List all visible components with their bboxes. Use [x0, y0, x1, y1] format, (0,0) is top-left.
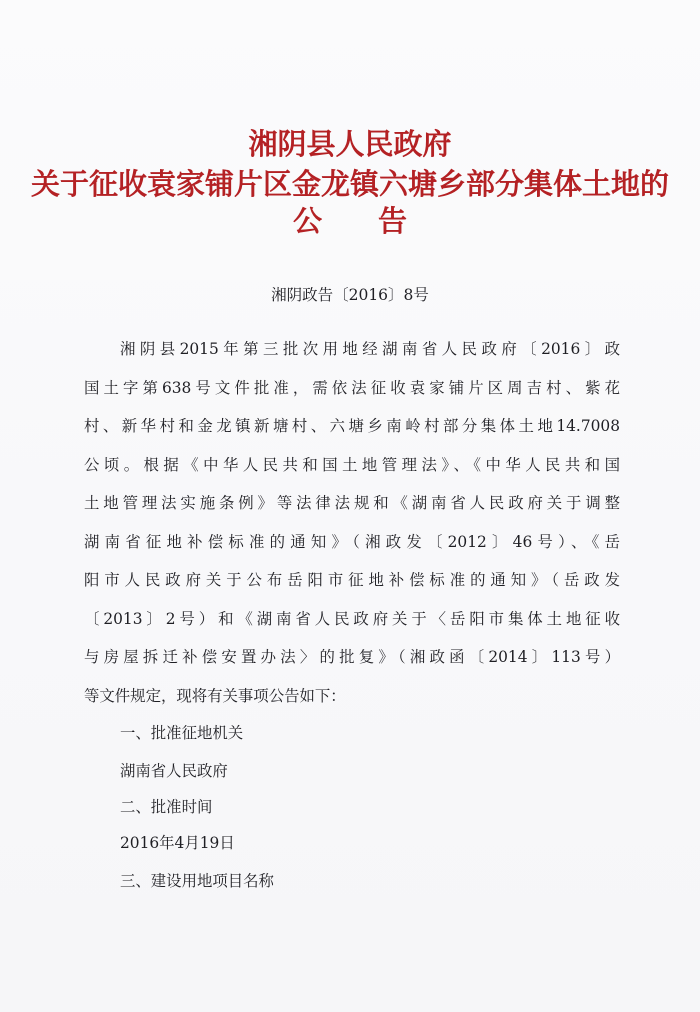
section-heading-project-name: 三、建设用地项目名称: [120, 872, 274, 890]
body-line: 湘阴县2015年第三批次用地经湖南省人民政府〔2016〕政: [120, 340, 620, 358]
body-line: 等文件规定，现将有关事项公告如下：: [84, 686, 346, 705]
body-line: 土地管理法实施条例》等法律法规和《湖南省人民政府关于调整: [84, 494, 620, 512]
body-line: 村、新华村和金龙镇新塘村、六塘乡南岭村部分集体土地14.7008: [84, 417, 620, 435]
title-issuer: 湘阴县人民政府: [248, 127, 452, 161]
body-line: 湖南省征地补偿标准的通知》（湘政发〔2012〕46号）、《岳: [84, 532, 620, 551]
document-number: 湘阴政告〔2016〕8号: [271, 286, 429, 304]
body-line: 与房屋拆迁补偿安置办法〉的批复》（湘政函〔2014〕113号）: [84, 648, 620, 666]
body-line: 〔2013〕2号）和《湖南省人民政府关于〈岳阳市集体土地征收: [84, 609, 620, 628]
body-line: 公顷。根据《中华人民共和国土地管理法》、《中华人民共和国: [84, 455, 620, 474]
body-paragraph: [84, 330, 620, 715]
title-notice: 公告: [292, 204, 463, 238]
approval-authority-value: 湖南省人民政府: [120, 762, 228, 780]
section-heading-approval-date: 二、批准时间: [120, 798, 213, 816]
section-heading-approval-authority: 一、批准征地机关: [120, 724, 244, 742]
body-line: 阳市人民政府关于公布岳阳市征地补偿标准的通知》（岳政发: [84, 571, 620, 589]
title-subject: 关于征收袁家铺片区金龙镇六塘乡部分集体土地的: [30, 167, 669, 201]
body-line: 国土字第638号文件批准，需依法征收袁家铺片区周吉村、紫花: [84, 378, 620, 397]
approval-date-value: 2016年4月19日: [120, 834, 235, 852]
